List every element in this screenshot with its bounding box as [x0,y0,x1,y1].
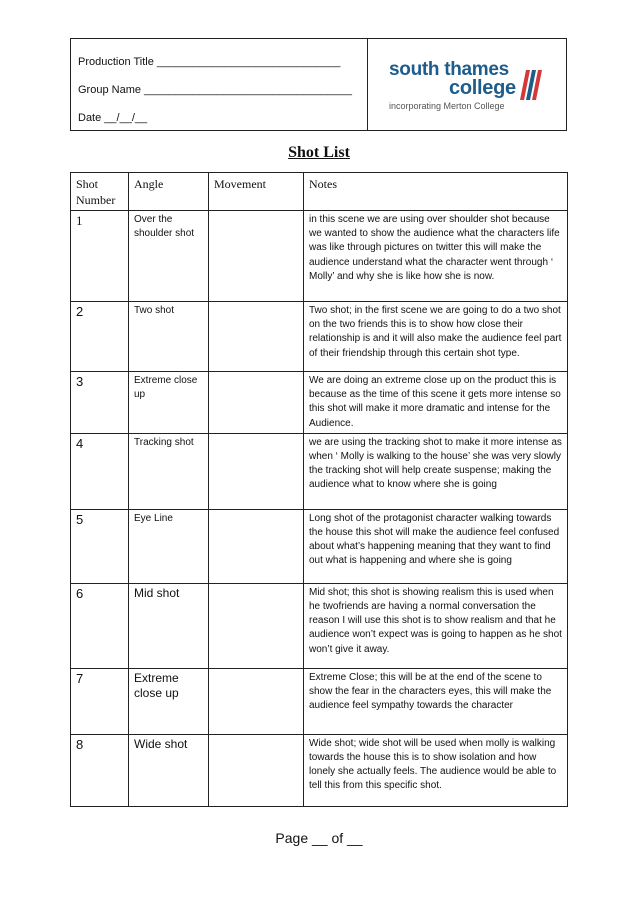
shot-angle: Two shot [129,302,209,372]
shot-angle: Extreme close up [129,668,209,734]
shot-notes: Two shot; in the first scene we are going to do a two shot on the two friends this is to show how close their relationship is and it will also make the audience feel part of their friendship through this certain shot type. [304,302,568,372]
shot-number: 8 [71,734,129,806]
shot-notes: Long shot of the protagonist character walking towards the house this shot will make the audience feel confused about what’s happening meaning that they want to find out what is happening and where she is going [304,509,568,583]
logo-line2: college [449,77,516,99]
page-number[interactable]: Page __ of __ [275,830,363,846]
logo-stripes-icon [520,70,542,100]
shot-notes: we are using the tracking shot to make it more intense as when ‘ Molly is walking to the house’ she was very slowly the tracking shot will help create suspense; making the audience what to know where she is going [304,433,568,509]
shot-number: 2 [71,302,129,372]
table-row [71,372,568,434]
shot-number: 7 [71,668,129,734]
shot-movement [209,302,304,372]
shot-movement [209,668,304,734]
table-row [71,433,568,509]
shot-movement [209,211,304,302]
shot-movement [209,372,304,434]
shot-movement [209,509,304,583]
logo-subtitle: incorporating Merton College [389,101,505,111]
header-movement: Movement [209,173,304,211]
shot-movement [209,583,304,668]
shot-number: 6 [71,583,129,668]
header-box [70,38,567,131]
table-row [71,302,568,372]
table-row [71,211,568,302]
shot-notes: Extreme Close; this will be at the end of the scene to show the fear in the characters eyes, this will make the audience feel sympathy towards the character [304,668,568,734]
shot-angle: Eye Line [129,509,209,583]
shot-notes: Wide shot; wide shot will be used when molly is walking towards the house this is to show isolation and how lonely she actually feels. The audience would be able to tell this from this specific shot. [304,734,568,806]
shot-angle: Wide shot [129,734,209,806]
table-row [71,668,568,734]
table-row [71,509,568,583]
shot-angle: Extreme close up [129,372,209,434]
shot-number: 3 [71,372,129,434]
header-divider [367,39,368,130]
table-header-row [71,173,568,211]
shot-angle: Over the shoulder shot [129,211,209,302]
group-name-field[interactable]: Group Name __________________________________ [78,84,353,96]
logo-line1: south thames [389,59,509,80]
header-shot-number: Shot Number [71,173,129,211]
table-row [71,734,568,806]
shot-number: 5 [71,509,129,583]
shot-angle: Tracking shot [129,433,209,509]
page-title: Shot List [288,144,350,161]
shot-angle: Mid shot [129,583,209,668]
shot-list-table [70,172,568,807]
shot-notes: Mid shot; this shot is showing realism this is used when he twofriends are having a normal conversation the reason I will use this shot is to show realism and that he audience won’t expect was is going to happen as he shot won’t give it away. [304,583,568,668]
shot-number: 4 [71,433,129,509]
production-title-field[interactable]: Production Title ______________________________ [78,56,341,68]
header-notes: Notes [304,173,568,211]
table-row [71,583,568,668]
shot-movement [209,433,304,509]
shot-notes: in this scene we are using over shoulder shot because we wanted to show the audience what the characters life was like through pictures on twitter this will make the audience understand what the character went through ‘ Molly’ and why she is like how she is now. [304,211,568,302]
shot-notes: We are doing an extreme close up on the product this is because as the time of this scene it gets more intense so this shot will make it more dramatic and intense for the Audience. [304,372,568,434]
shot-movement [209,734,304,806]
college-logo [385,57,551,115]
date-field[interactable]: Date __/__/__ [78,112,148,124]
header-angle: Angle [129,173,209,211]
shot-number: 1 [71,211,129,302]
